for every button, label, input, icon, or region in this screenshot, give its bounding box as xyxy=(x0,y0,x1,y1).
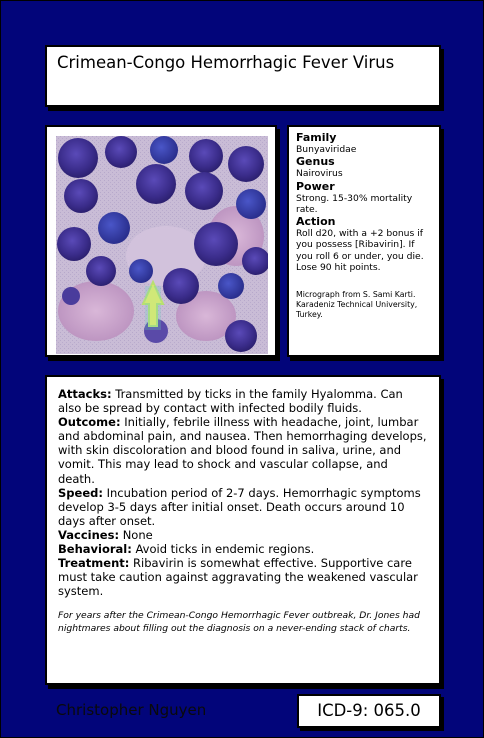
classification-box xyxy=(287,125,441,357)
outcome-row xyxy=(58,415,428,485)
genus-value: Nairovirus xyxy=(296,168,343,180)
description-box xyxy=(45,375,441,685)
behavioral-label: Behavioral: xyxy=(58,542,132,557)
micrograph-frame xyxy=(45,125,277,357)
micrograph-image xyxy=(56,136,268,354)
flavor-text: For years after the Crimean-Congo Hemorrhagic Fever outbreak, Dr. Jones had nightmares about filling out the diagnosis on a never-ending stack of charts. xyxy=(58,610,420,635)
vaccines-label: Vaccines: xyxy=(58,527,120,542)
author-name: Christopher Nguyen xyxy=(56,701,207,719)
speed-label: Speed: xyxy=(58,485,103,500)
treatment-text: Ribavirin is somewhat effective. Supportive care must take caution against aggravating the weakened vascular system. xyxy=(58,556,418,599)
speed-row xyxy=(58,486,428,528)
treatment-label: Treatment: xyxy=(58,556,130,571)
vaccines-row xyxy=(58,528,428,542)
speed-text: Incubation period of 2-7 days. Hemorrhagic symptoms develop 3-5 days after initial onset. Death occurs around 10 days after onset. xyxy=(58,485,421,528)
family-label: Family xyxy=(296,131,337,144)
power-label: Power xyxy=(296,179,335,193)
genus-label: Genus xyxy=(296,155,335,169)
vaccines-text: None xyxy=(122,527,153,542)
attacks-text: Transmitted by ticks in the family Hyalomma. Can also be spread by contact with infected bodily fluids. xyxy=(58,387,403,416)
card-title: Crimean-Congo Hemorrhagic Fever Virus xyxy=(57,53,395,72)
outcome-label: Outcome: xyxy=(58,415,121,430)
power-value: Strong. 15-30% mortality rate. xyxy=(296,192,413,215)
micrograph-credit: Micrograph from S. Sami Karti. Karadeniz Technical University, Turkey. xyxy=(296,290,418,320)
card-title-box xyxy=(45,45,441,107)
attacks-row xyxy=(58,387,428,415)
attacks-label: Attacks: xyxy=(58,387,112,401)
action-label: Action xyxy=(296,215,336,229)
treatment-row xyxy=(58,556,428,598)
behavioral-text: Avoid ticks in endemic regions. xyxy=(135,542,315,557)
family-value: Bunyaviridae xyxy=(296,144,357,155)
icd-code: ICD-9: 065.0 xyxy=(297,694,441,728)
action-value: Roll d20, with a +2 bonus if you possess [Ribavirin]. If you roll 6 or under, you die. Lose 90 hit points. xyxy=(296,228,424,274)
outcome-text: Initially, febrile illness with headache, joint, lumbar and abdominal pain, and nausea. Then hemorrhaging develops, with skin discoloration and blood found in saliva, urine, and vomit. This may lead to shock and vascular collapse, and death. xyxy=(58,415,427,486)
behavioral-row xyxy=(58,542,428,556)
